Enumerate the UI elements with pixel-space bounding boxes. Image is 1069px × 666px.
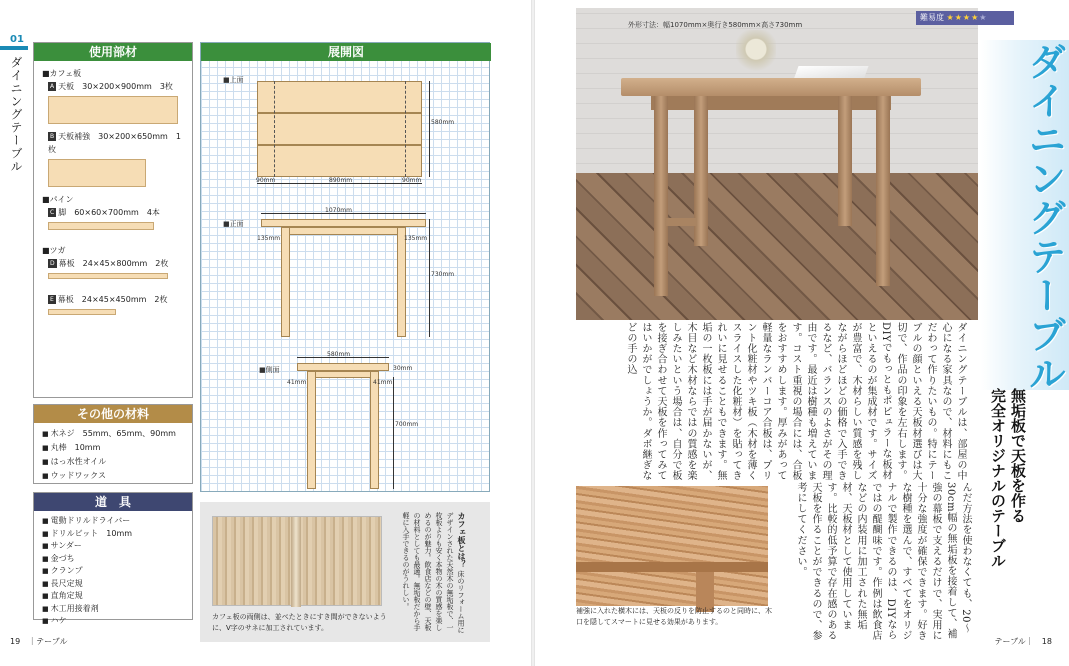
dim-line	[429, 219, 430, 337]
side-top	[297, 363, 389, 371]
dim-line	[429, 81, 430, 177]
dim-label: 730mm	[431, 271, 455, 278]
right-page	[533, 0, 1066, 666]
group-label: ■カフェ板	[42, 69, 82, 78]
list-item: ■ 直角定規	[42, 590, 184, 603]
cafe-board-caption: カフェ板の両側は、並べたときにすき間ができないように、V字のサネに加工されています。	[212, 613, 387, 632]
tabletop-closeup-photo	[576, 486, 768, 606]
table-photo	[576, 8, 987, 320]
group-label: ■ツガ	[42, 246, 66, 255]
other-materials-panel	[33, 404, 193, 484]
table-leg	[876, 96, 890, 286]
table-leg	[654, 96, 668, 296]
part-tag: D	[50, 260, 55, 267]
group-label: ■パイン	[42, 195, 74, 204]
list-item: ■ 木工用接着剤	[42, 603, 184, 616]
side-view-label: ■側面	[259, 366, 280, 374]
cafe-board-photo	[212, 516, 382, 606]
parts-heading: 使用部材	[34, 43, 192, 61]
dim-label: 1070mm	[325, 207, 352, 214]
star-icon: ★★★★	[946, 13, 980, 22]
board-c-swatch	[48, 222, 154, 230]
side-leg	[307, 371, 316, 489]
apron-line	[405, 81, 406, 177]
dim-label: 90mm	[402, 177, 422, 184]
other-list	[34, 423, 192, 487]
page-footer-left: 19 ｜テーブル	[10, 637, 68, 646]
chapter-number: 01	[10, 34, 24, 45]
part-tag: E	[50, 296, 54, 303]
difficulty-badge	[916, 11, 1014, 25]
front-apron	[281, 227, 406, 235]
table-leg	[838, 96, 852, 226]
dim-label: 41mm	[287, 379, 307, 386]
part-item: C 脚 60×60×700mm 4本	[50, 208, 160, 217]
list-item: ■ サンダー	[42, 540, 184, 553]
star-empty-icon: ★	[979, 13, 987, 22]
side-apron	[307, 371, 379, 378]
difficulty-label: 難易度	[920, 13, 944, 22]
part-item: B 天板補強 30×200×650mm 1枚	[48, 132, 181, 154]
part-item: E 幕板 24×45×450mm 2枚	[50, 295, 168, 304]
front-top	[261, 219, 426, 227]
dim-label: 41mm	[373, 379, 393, 386]
board-b-swatch	[48, 159, 146, 187]
subtitle: 無垢板で天板を作る 完全オリジナルのテーブル	[989, 388, 1027, 568]
board-d-swatch	[48, 273, 168, 279]
dim-label: 890mm	[329, 177, 353, 184]
cafe-board-title: カフェ板とは？	[457, 512, 466, 568]
tabletop-edge	[576, 562, 768, 572]
dim-label: 90mm	[256, 177, 276, 184]
table-stretcher	[666, 218, 696, 226]
top-board-1	[257, 81, 422, 113]
list-item: ■ ウッドワックス	[42, 469, 184, 483]
cafe-board-body: 床のリフォーム用にデザインされた天然木の無垢板で、一枚板よりも安く本物の木の質感を楽しめるのが魅力。飲食店などの壁、天板の材料としても最適。無垢板だから手軽に入手できるのがうれしい。	[402, 512, 465, 634]
list-item: ■ 金づち	[42, 553, 184, 566]
board-a-swatch	[48, 96, 178, 124]
list-item: ■ 電動ドリルドライバー	[42, 515, 184, 528]
body-text-upper: ダイニングテーブルは、部屋の中心になる家具なので、材料にもこだわって作りたいもの。特にテーブルの顔といえる天板材選びは大切で、作品の印象を左右します。DIYでもっともポピュラーな板材といえるのが集成材です。サイズが豊富で、木材らしい質感を残しながらほどほどの価格で入手できるなど、バランスのよさがその理由です。最近は樹種も増えています。コスト重視の場合には、合板をおすすめします。厚みがあって軽量なランバーコア合板は、プリント化粧材やツキ板（木材を薄くスライスした化粧材）を貼ってきれいに見せることもできます。無垢の一枚板には手が届かないが、木目など木材ならではの質感を楽しみたいという場合は、自分で板を接ぎ合わせて天板を作ってみてはいかがでしょうか。ダボ継ぎなどの手の込	[625, 322, 966, 481]
dim-label: 700mm	[395, 421, 419, 428]
tools-panel	[33, 492, 193, 625]
left-page	[0, 0, 533, 666]
blueprint-grid	[200, 42, 490, 492]
part-tag: C	[50, 209, 55, 216]
part-tag: A	[50, 83, 55, 90]
front-view-label: ■正面	[223, 220, 244, 228]
dim-label: 580mm	[327, 351, 351, 358]
apron-line	[274, 81, 275, 177]
part-tag: B	[50, 133, 55, 140]
top-board-2	[257, 113, 422, 145]
diagram-heading: 展開図	[201, 43, 491, 61]
table-apron	[651, 96, 891, 110]
side-leg	[370, 371, 379, 489]
list-item: ■ 丸棒 10mm	[42, 441, 184, 455]
table-leg	[694, 96, 708, 246]
list-item: ■ クランプ	[42, 565, 184, 578]
floor	[576, 173, 978, 320]
list-item: ■ 木ネジ 55mm、65mm、90mm	[42, 427, 184, 441]
dim-label: 30mm	[393, 365, 413, 372]
table-top	[621, 78, 921, 96]
page-footer-right: テーブル｜ 18	[994, 637, 1052, 646]
cafe-board-text	[400, 512, 467, 636]
top-board-3	[257, 145, 422, 177]
list-item: ■ ドリルビット 10mm	[42, 528, 184, 541]
dim-line	[393, 377, 394, 489]
other-heading: その他の材料	[34, 405, 192, 423]
body-text-lower: んだ方法を使わなくても、20〜30cm幅の無垢板を接着して、補強の幕板で支えるだけで、実用に十分な強度が確保できます。好きな樹種を選んで、すべてをオリジナルで製作できるのは、DIYならではの醍醐味です。作例は飲食店などの内装用に加工された無垢材、天板材として使用しています。比較的低予算で存在感のある天板を作ることができるので、参考にしてください。	[795, 482, 971, 641]
photo-caption: 補強に入れた横木には、天板の反りを防止するのと同時に、木口を隠してスマートに見せる効果があります。	[576, 607, 772, 626]
list-item: ■ ハケ	[42, 615, 184, 628]
plant	[736, 30, 776, 78]
cafe-board-box	[200, 502, 490, 642]
parts-panel	[33, 42, 193, 398]
dim-label: 135mm	[404, 235, 428, 242]
board-e-swatch	[48, 309, 116, 315]
front-leg	[397, 227, 406, 337]
list-item: ■ はっ水性オイル	[42, 455, 184, 469]
dim-label: 135mm	[257, 235, 281, 242]
dim-label: 580mm	[431, 119, 455, 126]
outer-dimensions: 外形寸法：幅1070mm×奥行き580mm×高さ730mm	[628, 21, 803, 29]
page-title: ダイニングテーブル	[1022, 42, 1066, 393]
tools-list	[34, 511, 192, 632]
chapter-bar	[0, 46, 28, 50]
front-leg	[281, 227, 290, 337]
list-item: ■ 長尺定規	[42, 578, 184, 591]
part-item: D 幕板 24×45×800mm 2枚	[50, 259, 169, 268]
top-view-label: ■上面	[223, 76, 244, 84]
parts-list	[34, 61, 192, 325]
chapter-title: ダイニングテーブル	[9, 56, 23, 173]
tools-heading: 道 具	[34, 493, 192, 511]
v-groove	[291, 517, 301, 607]
part-item: A 天板 30×200×900mm 3枚	[50, 82, 173, 91]
